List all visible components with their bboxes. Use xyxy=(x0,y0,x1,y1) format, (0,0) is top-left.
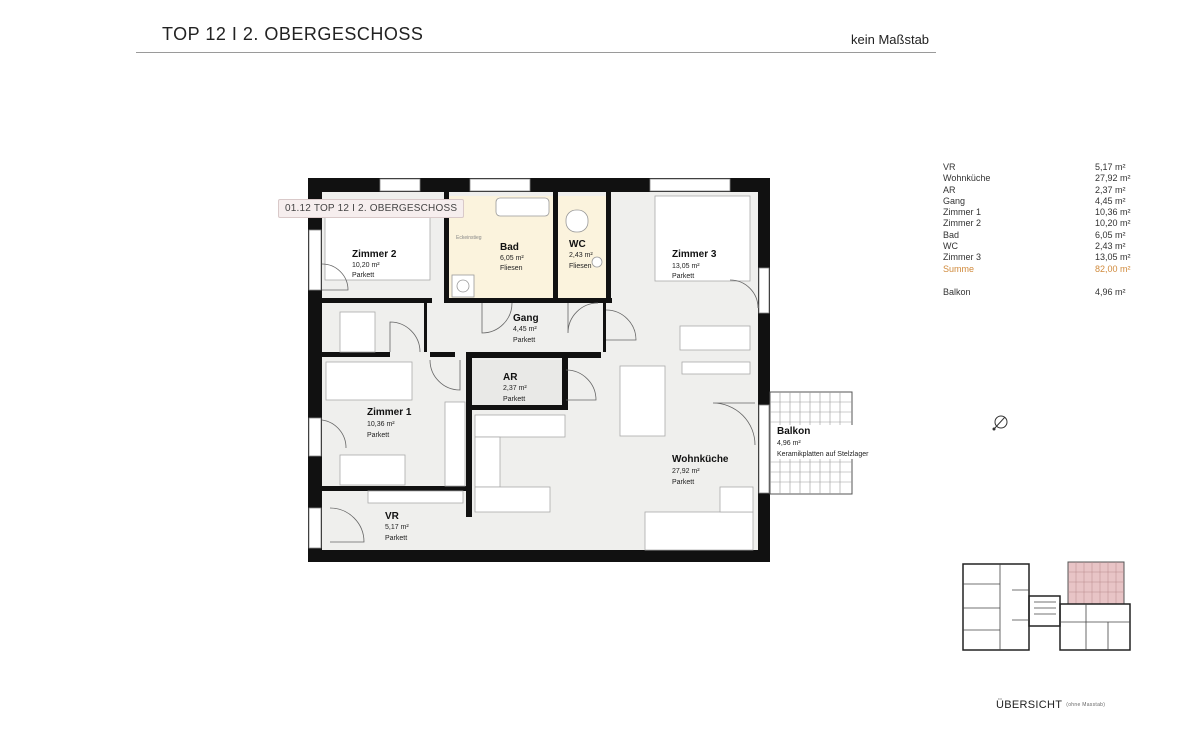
area-row: VR 5,17 m² xyxy=(943,162,1126,172)
compass-icon xyxy=(990,413,1010,433)
room-area: 5,17 m² xyxy=(385,524,409,531)
room-area: 13,05 m² xyxy=(672,263,700,270)
room-floor: Parkett xyxy=(513,337,536,344)
room-floor: Parkett xyxy=(672,273,695,280)
area-row: Zimmer 2 10,20 m² xyxy=(943,218,1131,229)
balcony-row: Balkon 4,96 m² xyxy=(943,286,1126,297)
area-row: Zimmer 1 10,36 m² xyxy=(943,207,1131,218)
unit-tooltip: 01.12 TOP 12 I 2. OBERGESCHOSS xyxy=(278,199,464,218)
room-name: WC xyxy=(569,239,586,250)
room-area: 2,43 m² xyxy=(569,252,593,259)
room-name: Gang xyxy=(513,313,539,324)
bad-note: Eckeinstieg xyxy=(456,235,482,241)
room-floor: Keramikplatten auf Stelzlager xyxy=(777,451,869,458)
area-row: AR 2,37 m² xyxy=(943,184,1126,195)
area-row: Bad 6,05 m² xyxy=(943,229,1126,240)
room-name: AR xyxy=(503,372,518,383)
room-area: 4,96 m² xyxy=(777,440,801,447)
room-name: Zimmer 3 xyxy=(672,249,717,260)
room-name: Zimmer 2 xyxy=(352,249,397,260)
page-title: TOP 12 I 2. OBERGESCHOSS xyxy=(162,24,424,44)
scale-note: kein Maßstab xyxy=(851,32,930,47)
room-floor: Fliesen xyxy=(500,265,523,272)
room-floor: Parkett xyxy=(385,535,408,542)
area-row: WC 2,43 m² xyxy=(943,241,1126,252)
room-area: 6,05 m² xyxy=(500,255,524,262)
building-overview xyxy=(960,560,1160,660)
room-name: Bad xyxy=(500,242,519,253)
room-name: VR xyxy=(385,511,399,522)
room-area: 10,36 m² xyxy=(367,421,395,428)
area-row: Gang 4,45 m² xyxy=(943,195,1126,206)
room-area: 2,37 m² xyxy=(503,385,527,392)
room-name: Balkon xyxy=(777,426,811,437)
area-row: Wohnküche 27,92 m² xyxy=(943,173,1131,184)
overview-note: (ohne Masstab) xyxy=(1066,702,1106,709)
room-area: 10,20 m² xyxy=(352,262,380,269)
room-floor: Parkett xyxy=(352,272,375,279)
room-name: Zimmer 1 xyxy=(367,407,412,418)
overview-title: ÜBERSICHT xyxy=(996,699,1063,711)
room-floor: Parkett xyxy=(503,396,526,403)
room-floor: Parkett xyxy=(672,479,695,486)
overview-label xyxy=(996,699,1105,711)
room-floor: Parkett xyxy=(367,432,390,439)
room-floor: Fliesen xyxy=(569,263,592,270)
room-name: Wohnküche xyxy=(672,454,729,465)
room-area: 4,45 m² xyxy=(513,326,537,333)
area-row: Zimmer 3 13,05 m² xyxy=(943,252,1131,263)
area-sum-row: Summe 82,00 m² xyxy=(943,263,1131,274)
area-table xyxy=(943,162,1143,298)
room-area: 27,92 m² xyxy=(672,468,700,475)
room-gang xyxy=(513,313,539,344)
